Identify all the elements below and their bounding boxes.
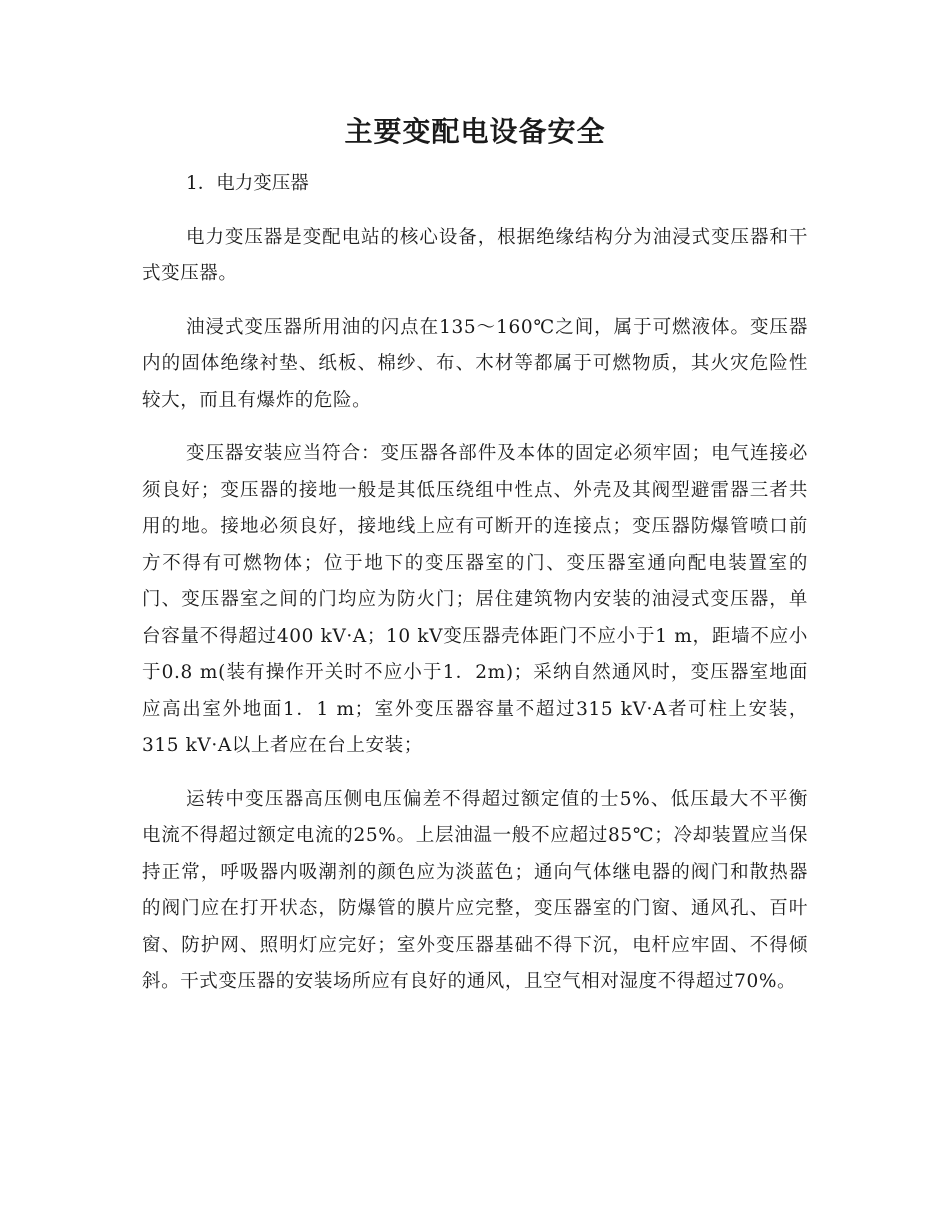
document-body [142,166,808,1018]
paragraph-intro: 电力变压器是变配电站的核心设备，根据绝缘结构分为油浸式变压器和干式变压器。 [142,226,808,284]
section-heading: 1．电力变压器 [186,173,309,194]
document-title: 主要变配电设备安全 [344,115,606,148]
paragraph-oil-immersed: 油浸式变压器所用油的闪点在135～160℃之间，属于可燃液体。变压器内的固体绝缘衬垫、纸板、棉纱、布、木材等都属于可燃物质，其火灾危险性较大，而且有爆炸的危险。 [142,316,808,411]
paragraph-operation: 运转中变压器高压侧电压偏差不得超过额定值的士5%、低压最大不平衡电流不得超过额定电流的25%。上层油温一般不应超过85℃；冷却装置应当保持正常，呼吸器内吸潮剂的颜色应为淡蓝色；通向气体继电器的阀门和散热器的阀门应在打开状态，防爆管的膜片应完整，变压器室的门窗、通风孔、百叶窗、防护网、照明灯应完好；室外变压器基础不得下沉，电杆应牢固、不得倾斜。干式变压器的安装场所应有良好的通风，且空气相对湿度不得超过70%。 [142,788,808,992]
paragraph-installation: 变压器安装应当符合：变压器各部件及本体的固定必须牢固；电气连接必须良好；变压器的接地一般是其低压绕组中性点、外壳及其阀型避雷器三者共用的地。接地必须良好，接地线上应有可断开的连接点；变压器防爆管喷口前方不得有可燃物体；位于地下的变压器室的门、变压器室通向配电装置室的门、变压器室之间的门均应为防火门；居住建筑物内安装的油浸式变压器，单台容量不得超过400 kV·A；10 kV变压器壳体距门不应小于1 m，距墙不应小于0.8 m(装有操作开关时不应小于1．2m)；采纳自然通风时，变压器室地面应高出室外地面1．1 m；室外变压器容量不超过315 kV·A者可柱上安装，315 kV·A以上者应在台上安装； [142,443,808,756]
